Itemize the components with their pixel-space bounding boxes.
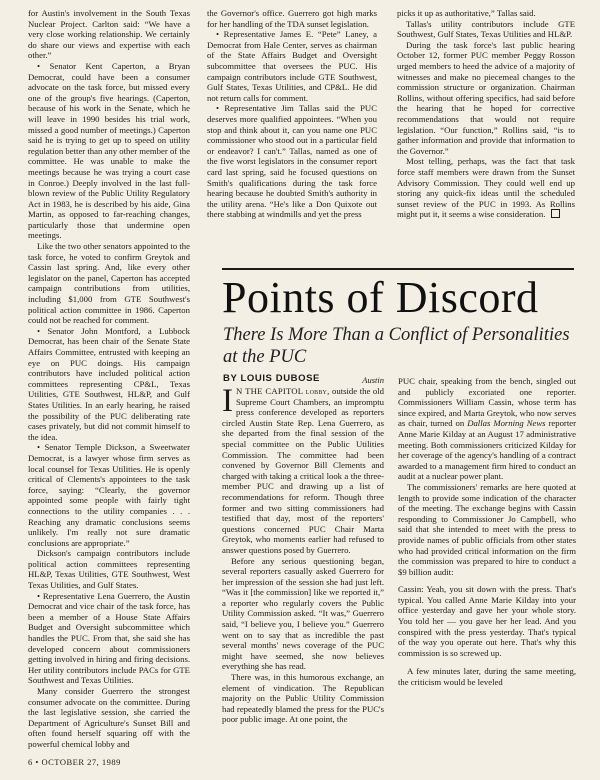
paragraph: picks it up as authoritative,” Tallas said.	[397, 8, 536, 18]
paragraph: • Representative James E. “Pete” Laney, a Democrat from Hale Center, serves as chairman of the State Affairs Budget and Oversight subcommittee that oversees the PUC. His campaign contributors include GTE Southwest, Gulf States, Texas Utilities, and CP&L. He did not return calls for comment.	[207, 29, 377, 103]
paragraph: Dickson's campaign contributors include political action committees representing HL&P, Texas Utilities, GTE Southwest, West Texas Utilities, and Gulf States.	[28, 548, 190, 591]
paragraph: Before any serious questioning began, several reporters casually asked Guerrero for her impression of the session she had just left. “Was it [the commission] like we reported it,” a reporter who regularly covers the Public Utility Commission asked. “It was,” Guerrero said, “I believe you, I believe you.” Guerrero went on to say that as incredible the past several months' news coverage of the PUC might have seemed, she now believes everything she has read.	[222, 555, 384, 672]
newspaper-name: Dallas Morning News	[467, 418, 546, 429]
paragraph	[398, 376, 576, 482]
column-article-1	[222, 383, 384, 725]
paragraph: During the task force's last public hearing October 12, former PUC member Peggy Rosson urged members to heed the advice of a majority of witnesses and make no piecemeal changes to the commission structure or organization. Chairman Rollins, without offering specifics, had said before the hearing that he hoped for corrective recommendations that would not require legislation. “Our function,” Rollins said, “is to gather information and provide that information to the Governor.”	[397, 39, 575, 156]
paragraph-text: PUC chair, speaking from the bench, singled out and publicly excoriated one reporter. Commissioners William Cassin, whose term has since expired, and Marta Greytok, who now serves as chair, turned on	[398, 376, 576, 429]
paragraph: the Governor's office. Guerrero got high marks for her handling of the TDA sunset legislation.	[207, 8, 377, 29]
drop-cap: I	[222, 383, 233, 419]
paragraph: A few minutes later, during the same meeting, the criticism would be leveled	[398, 666, 576, 688]
paragraph-text: reporter Anne Marie Kilday at an August 17 administrative meeting. Both commissioners criticized Kilday for her coverage of the agency's handling of a contract awarded to a management firm hired to conduct an audit at a nuclear power plant.	[398, 418, 576, 482]
lead-text: outside the old Supreme Court Chambers, an impromptu press conference developed as reporters circled Austin State Rep. Lena Guerrero, as she departed from the final session of the special committee on the Public Utilities Commission. The committee had been convened by Governor Bill Clements and charged with taking a critical look a the three-member PUC and drawing up a list of recommendations for reform. Though three former and two sitting commissioners had testified that day, most of the reporters' questions concerned PUC Chair Marta Greytok, who moments earlier had refused to answer questions posed by Guerrero.	[222, 386, 384, 555]
end-of-story-mark	[551, 209, 560, 218]
paragraph: There was, in this humorous exchange, an element of vindication. The Republican majority on the Public Utility Commission had repeatedly blamed the press for the PUC's poor public image. At one point, the	[222, 672, 384, 725]
lead-paragraph	[222, 383, 384, 556]
paragraph: • Representative Jim Tallas said the PUC deserves more qualified appointees. “When you stop and think about it, can you name one PUC commissioner who stood out in a particular field or endeavor? I can't.” Tallas, named as one of the five worst legislators in the consumer report card last spring, said he focused questions on Smith's qualifications during the task force hearing because he doubted Smith's authority in the utility arena. “He's like a Don Quixote out there stabbing at windmills and yet the press	[207, 103, 377, 220]
headline-rule	[222, 268, 574, 270]
lead-in-caps: N THE CAPITOL lobby,	[236, 386, 330, 396]
article-dateline: Austin	[362, 375, 384, 385]
article-byline: BY LOUIS DUBOSE	[223, 373, 320, 384]
column-previous-article-2	[207, 8, 377, 220]
column-article-2	[398, 376, 576, 688]
paragraph: Many consider Guerrero the strongest consumer advocate on the committee. During the last legislative session, she carried the Department of Agriculture's Sunset Bill and often found herself squaring off with the powerful chemical lobby and	[28, 686, 190, 749]
article-headline: Points of Discord	[222, 273, 539, 322]
paragraph-with-endmark	[397, 156, 575, 220]
block-quote: Cassin: Yeah, you sit down with the press. That's typical. You called Anne Marie Kilday into your office yesterday and gave her your whole story. You told her — you gave her her lead. And you conspired with the press yesterday. That's typical of the way you operate out here. That's why this commission is so screwed up.	[398, 584, 576, 658]
paragraph-text: Most telling, perhaps, was the fact that task force staff members were drawn from the Sunset Advisory Commission. They could well end up storing any quick-fix ideas until the scheduled sunset review of the PUC in 1993. As Rollins might put it, it seems a wise consideration.	[397, 156, 575, 220]
paragraph: • Senator Temple Dickson, a Sweetwater Democrat, is a lawyer whose firm serves as local counsel for Texas Utilities. He is openly critical of Clements's appointees to the task force, saying: “Clearly, the governor appointed some people with fairly tight connections to the utility companies . . . Reaching any dramatic conclusions seems unlikely. I'm really not sure dramatic conclusions are appropriate.”	[28, 442, 190, 548]
paragraph: • Senator Kent Caperton, a Bryan Democrat, could have been a consumer advocate on the task force, but missed every one of the group's five hearings. (Caperton, because of his work in the Senate, which he will leave in 1990 besides his trial work, missed a good number of meetings.) Caperton said he is trying to get up to speed on utility regulation better than any other member of the committee. He was unable to make the meetings because he was trying a court case in Conroe.) Deeply involved in the last full-blown review of the Public Utility Regulatory Act in 1983, he is described by his aide, Gina Martin, as opposed to far-reaching changes, particularly those that undermine open meetings.	[28, 60, 190, 241]
column-previous-article-3	[397, 8, 575, 220]
paragraph: Tallas's utility contributors include GTE Southwest, Gulf States, Texas Utilities and HL&P.	[397, 18, 575, 40]
paragraph: The commissioners' remarks are here quoted at length to provide some indication of the character of the meeting. The exchange begins with Cassin responding to Commissioner Jo Campbell, who said that she intended to meet with the press to provide names of public officials from other states who had provided critical information on the firm the commission was prepared to hire to conduct a $9 billion audit:	[398, 481, 576, 577]
article-deck: There Is More Than a Conflict of Personalities at the PUC	[223, 325, 570, 367]
paragraph: • Senator John Montford, a Lubbock Democrat, has been chair of the Senate State Affairs Committee, entrusted with keeping an eye on PUC doings. His campaign contributors have included political action committees representing CP&L, Texas Utilities, GTE Southwest, HL&P, and Gulf States Utilities. In an early hearing, he raised the possibility of the PUC deliberating rate cases privately, but did not commit himself to the idea.	[28, 325, 190, 442]
page-folio: 6 • OCTOBER 27, 1989	[28, 757, 121, 767]
paragraph: • Representative Lena Guerrero, the Austin Democrat and vice chair of the task force, has been a member of a House State Affairs Budget and Oversight subcommittee which handles the PUC. From that, she said she has developed concern about commissioners getting involved in hiring and firing decisions. Her utility contributors include PACs for GTE Southwest and Texas Utilities.	[28, 590, 190, 686]
paragraph: for Austin's involvement in the South Texas Nuclear Project. Carlton said: “We have a very close working relationship. We certainly do share our views and expertise with each other.”	[28, 8, 190, 61]
column-previous-article-1	[28, 8, 190, 750]
paragraph: Like the two other senators appointed to the task force, he voted to confirm Greytok and Cassin last spring. And, like every other legislator on the panel, Caperton has accepted campaign contributions from utilities, including $1,000 from GTE Southwest's political action committee in 1986. Caperton could not be reached for comment.	[28, 241, 190, 326]
